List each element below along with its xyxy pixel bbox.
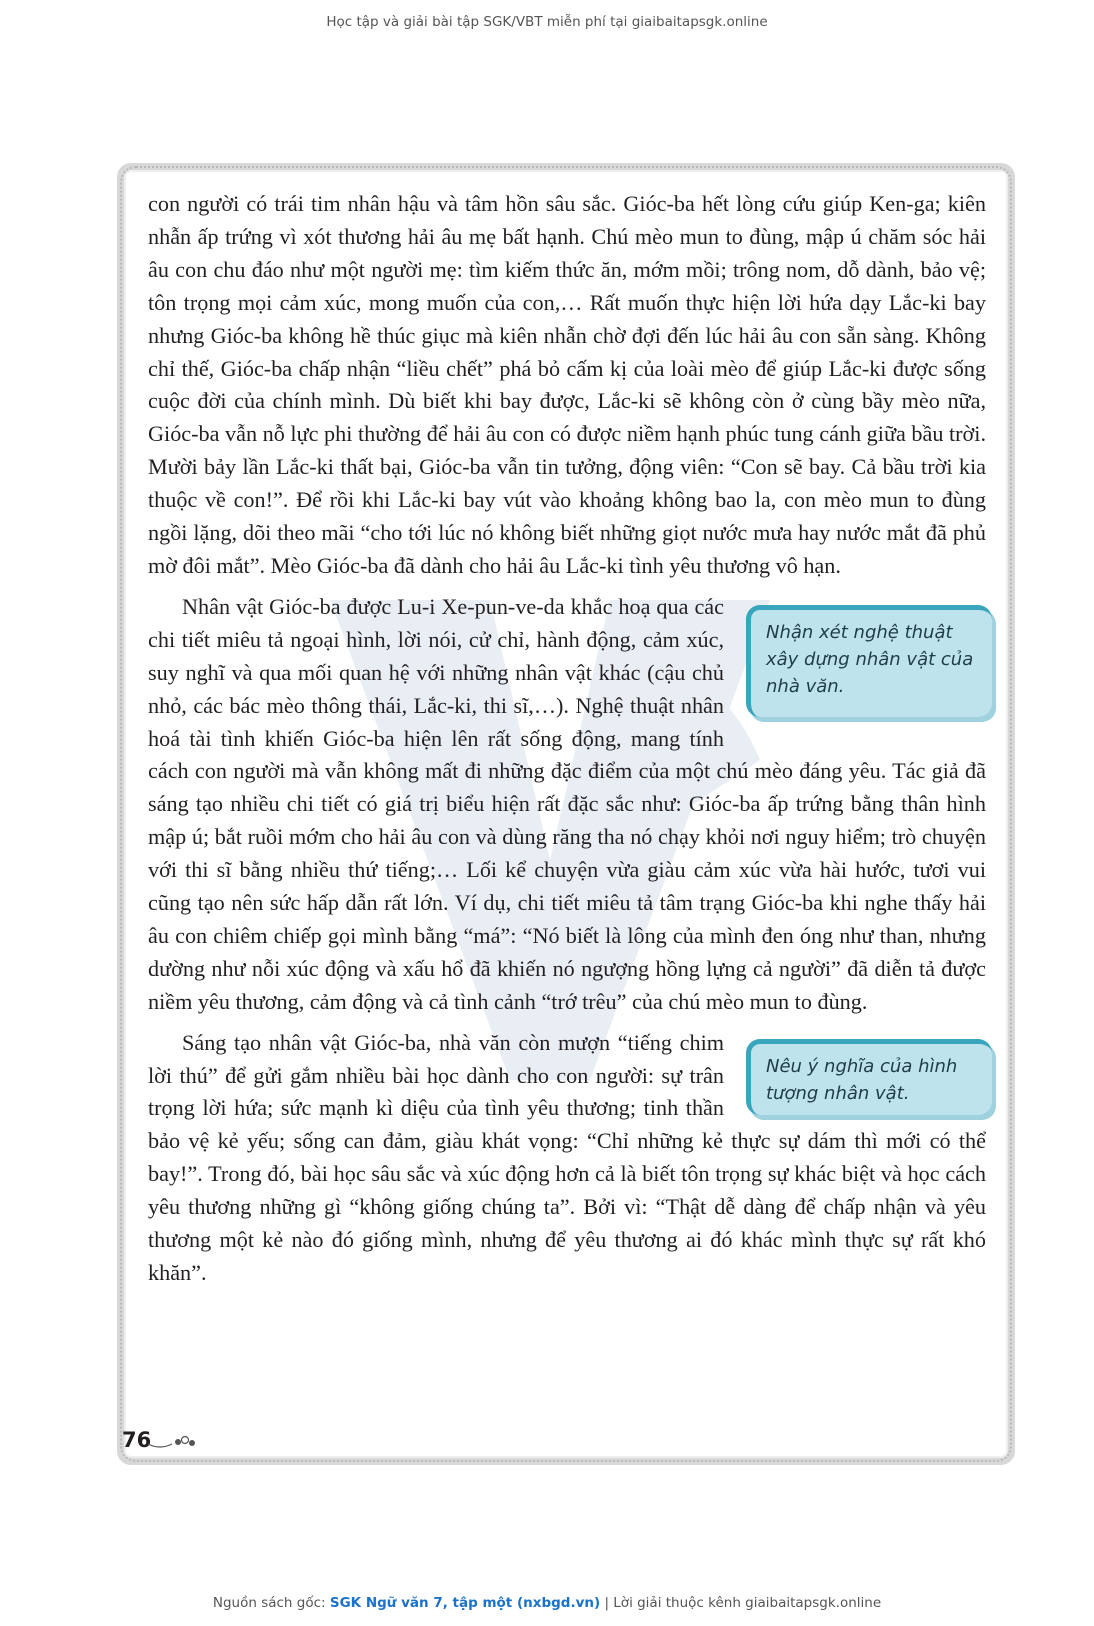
side-note-2-text: Nêu ý nghĩa của hình tượng nhân vật.: [766, 1055, 958, 1104]
footer-suffix: | Lời giải thuộc kênh giaibaitapsgk.online: [600, 1595, 882, 1611]
footer: [0, 1595, 1094, 1611]
article-text: [148, 188, 986, 1290]
flourish-ornament-icon: [148, 1432, 198, 1452]
page-number: 76: [122, 1428, 152, 1452]
side-note-2: [740, 1039, 992, 1121]
side-note-1-text: Nhận xét nghệ thuật xây dựng nhân vật của nhà văn.: [766, 621, 974, 697]
paragraph-1: con người có trái tim nhân hậu và tâm hồn sâu sắc. Gióc-ba hết lòng cứu giúp Ken-ga; kiên nhẫn ấp trứng vì xót thương hải âu mẹ bất hạnh. Chú mèo mun to đùng, mập ú chăm sóc hải âu con chu đáo như một người mẹ: tìm kiếm thức ăn, mớm mồi; trông nom, dỗ dành, bảo vệ; tôn trọng mọi cảm xúc, mong muốn của con,… Rất muốn thực hiện lời hứa dạy Lắc-ki bay nhưng Gióc-ba không hề thúc giục mà kiên nhẫn chờ đợi đến lúc hải âu con sẵn sàng. Không chỉ thế, Gióc-ba chấp nhận “liều chết” phá bỏ cấm kị của loài mèo để giúp Lắc-ki được sống cuộc đời của chính mình. Dù biết khi bay được, Lắc-ki sẽ không còn ở cùng bầy mèo nữa, Gióc-ba vẫn nỗ lực phi thường để hải âu con có được niềm hạnh phúc tung cánh giữa bầu trời. Mười bảy lần Lắc-ki thất bại, Gióc-ba vẫn tin tưởng, động viên: “Con sẽ bay. Cả bầu trời kia thuộc về con!”. Để rồi khi Lắc-ki bay vút vào khoảng không bao la, con mèo mun to đùng ngồi lặng, dõi theo mãi “cho tới lúc nó không biết những giọt nước mưa hay nước mắt đã phủ mờ đôi mắt”. Mèo Gióc-ba đã dành cho hải âu Lắc-ki tình yêu thương vô hạn.: [148, 191, 986, 578]
paragraph-3-text: Sáng tạo nhân vật Gióc-ba, nhà văn còn mượn “tiếng chim lời thú” để gửi gắm nhiều bài học dành cho con người: sự trân trọng lời hứa; sức mạnh kì diệu của tình yêu thương; tinh thần bảo vệ kẻ yếu; sống can đảm, giàu khát vọng: “Chỉ những kẻ thực sự dám thì mới có thể bay!”. Trong đó, bài học sâu sắc và xúc động hơn cả là biết tôn trọng sự khác biệt và học cách yêu thương những gì “không giống chúng ta”. Bởi vì: “Thật dễ dàng để chấp nhận và yêu thương một kẻ nào đó giống mình, nhưng để yêu thương ai đó khác mình thực sự rất khó khăn”.: [148, 1029, 986, 1285]
side-note-1: [740, 605, 992, 723]
paragraph-3: [148, 1027, 986, 1290]
paragraph-2: [148, 591, 986, 1019]
footer-prefix: Nguồn sách gốc:: [212, 1595, 330, 1611]
top-banner: Học tập và giải bài tập SGK/VBT miễn phí tại giaibaitapsgk.online: [326, 14, 768, 30]
footer-source-link[interactable]: SGK Ngữ văn 7, tập một (nxbgd.vn): [329, 1595, 601, 1611]
paragraph-2-text: Nhân vật Gióc-ba được Lu-i Xe-pun-ve-da khắc hoạ qua các chi tiết miêu tả ngoại hình, lời nói, cử chỉ, hành động, cảm xúc, suy nghĩ và qua mối quan hệ với những nhân vật khác (cậu chủ nhỏ, các bác mèo thông thái, Lắc-ki, thi sĩ,…). Nghệ thuật nhân hoá tài tình khiến Gióc-ba hiện lên rất sống động, mang tính cách con người mà vẫn không mất đi những đặc điểm của một chú mèo đáng yêu. Tác giả đã sáng tạo nhiều chi tiết có giá trị biểu hiện rất đặc sắc như: Gióc-ba ấp trứng bằng thân hình mập ú; bắt ruồi mớm cho hải âu con và dùng răng tha nó chạy khỏi nơi nguy hiểm; trò chuyện với thi sĩ bằng nhiều thứ tiếng;… Lối kể chuyện vừa giàu cảm xúc vừa hài hước, tươi vui cũng tạo nên sức hấp dẫn rất lớn. Ví dụ, chi tiết miêu tả tâm trạng Gióc-ba khi nghe thấy hải âu con chiêm chiếp gọi mình bằng “má”: “Nó biết là lông của mình đen óng như than, nhưng dường như nỗi xúc động và xấu hổ đã khiến nó ngượng hồng lựng cả người” đã diễn tả được niềm yêu thương, cảm động và cả tình cảnh “trớ trêu” của chú mèo mun to đùng.: [148, 593, 986, 1014]
